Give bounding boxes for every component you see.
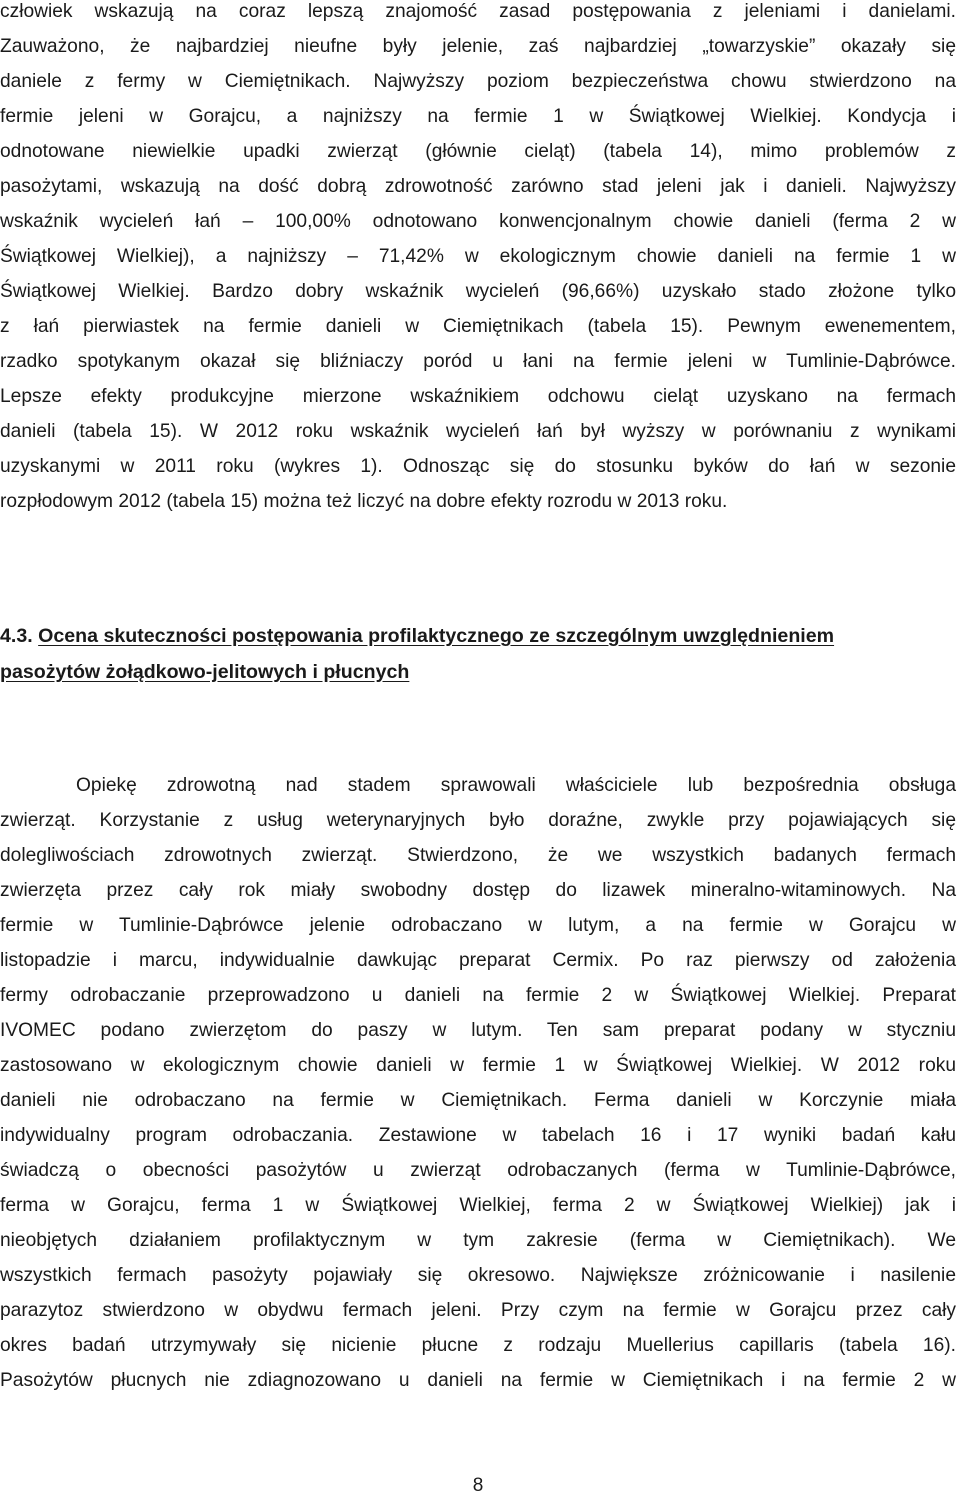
text-line: rozpłodowym 2012 (tabela 15) można też liczyć na dobre efekty rozrodu w 2013 roku. (0, 491, 728, 512)
text-line: Świątkowej Wielkiej), a najniższy – 71,42% w ekologicznym chowie danieli na fermie 1 w (0, 246, 956, 267)
text-line: rzadko spotykanym okazał się bliźniaczy poród u łani na fermie jeleni w Tumlinie-Dąbrówce. (0, 351, 956, 372)
text-line: daniele z fermy w Ciemiętnikach. Najwyższy poziom bezpieczeństwa chowu stwierdzono na (0, 71, 956, 92)
section-title-line-2: pasożytów żołądkowo-jelitowych i płucnych (0, 661, 410, 683)
text-line: pasożytami, wskazują na dość dobrą zdrowotność zarówno stad jeleni jak i danieli. Najwyższy (0, 176, 956, 197)
text-line: danieli (tabela 15). W 2012 roku wskaźnik wycieleń łań był wyższy w porównaniu z wynikami (0, 421, 956, 442)
section-title-line-1: Ocena skuteczności postępowania profilaktycznego ze szczególnym uwzględnieniem (38, 625, 835, 647)
text-line: listopadzie i marcu, indywidualnie dawkując preparat Cermix. Po raz pierwszy od założenia (0, 950, 956, 971)
section-heading (0, 618, 956, 690)
body-paragraph-2 (0, 768, 956, 1398)
text-line: Lepsze efekty produkcyjne mierzone wskaźnikiem odchowu cieląt uzyskano na fermach (0, 386, 956, 407)
text-line: fermie w Tumlinie-Dąbrówce jelenie odrobaczano w lutym, a na fermie w Gorajcu w (0, 915, 956, 936)
page-number: 8 (472, 1475, 484, 1496)
text-line: zwierzęta przez cały rok miały swobodny dostęp do lizawek mineralno-witaminowych. Na (0, 880, 956, 901)
text-line: odnotowane niewielkie upadki zwierząt (głównie cieląt) (tabela 14), mimo problemów z (0, 141, 956, 162)
text-line: uzyskanymi w 2011 roku (wykres 1). Odnosząc się do stosunku byków do łań w sezonie (0, 456, 956, 477)
text-line: ferma w Gorajcu, ferma 1 w Świątkowej Wielkiej, ferma 2 w Świątkowej Wielkiej) jak i (0, 1195, 956, 1216)
text-line: parazytoz stwierdzono w obydwu fermach jeleni. Przy czym na fermie w Gorajcu przez cały (0, 1300, 956, 1321)
text-line: dolegliwościach zdrowotnych zwierząt. Stwierdzono, że we wszystkich badanych fermach (0, 845, 956, 866)
text-line: wszystkich fermach pasożyty pojawiały się okresowo. Największe zróżnicowanie i nasilenie (0, 1265, 956, 1286)
text-line: indywidualny program odrobaczania. Zestawione w tabelach 16 i 17 wyniki badań kału (0, 1125, 956, 1146)
text-line: fermie jeleni w Gorajcu, a najniższy na fermie 1 w Świątkowej Wielkiej. Kondycja i (0, 106, 956, 127)
text-line: Opiekę zdrowotną nad stadem sprawowali właściciele lub bezpośrednia obsługa (76, 775, 956, 796)
section-number: 4.3. (0, 625, 33, 647)
text-line: wskaźnik wycieleń łań – 100,00% odnotowano konwencjonalnym chowie danieli (ferma 2 w (0, 211, 956, 232)
text-line: danieli nie odrobaczano na fermie w Ciemiętnikach. Ferma danieli w Korczynie miała (0, 1090, 956, 1111)
text-line: z łań pierwiastek na fermie danieli w Ciemiętnikach (tabela 15). Pewnym ewenementem, (0, 316, 956, 337)
text-line: Pasożytów płucnych nie zdiagnozowano u danieli na fermie w Ciemiętnikach i na fermie 2 w (0, 1370, 956, 1391)
text-line: IVOMEC podano zwierzętom do paszy w lutym. Ten sam preparat podany w styczniu (0, 1020, 956, 1041)
text-line: fermy odrobaczanie przeprowadzono u danieli na fermie 2 w Świątkowej Wielkiej. Preparat (0, 985, 956, 1006)
text-line: zastosowano w ekologicznym chowie danieli w fermie 1 w Świątkowej Wielkiej. W 2012 roku (0, 1055, 956, 1076)
text-line: Zauważono, że najbardziej nieufne były jelenie, zaś najbardziej „towarzyskie” okazały się (0, 36, 956, 57)
text-line: nieobjętych działaniem profilaktycznym w tym zakresie (ferma w Ciemiętnikach). We (0, 1230, 956, 1251)
body-paragraph-1 (0, 0, 956, 519)
text-line: człowiek wskazują na coraz lepszą znajomość zasad postępowania z jeleniami i danielami. (0, 1, 956, 22)
text-line: zwierząt. Korzystanie z usług weterynaryjnych było doraźne, zwykle przy pojawiających się (0, 810, 956, 831)
text-line: okres badań utrzymywały się nicienie płucne z rodzaju Muellerius capillaris (tabela 16). (0, 1335, 956, 1356)
text-line: Świątkowej Wielkiej. Bardzo dobry wskaźnik wycieleń (96,66%) uzyskało stado złożone tylko (0, 281, 956, 302)
text-line: świadczą o obecności pasożytów u zwierząt odrobaczanych (ferma w Tumlinie-Dąbrówce, (0, 1160, 956, 1181)
